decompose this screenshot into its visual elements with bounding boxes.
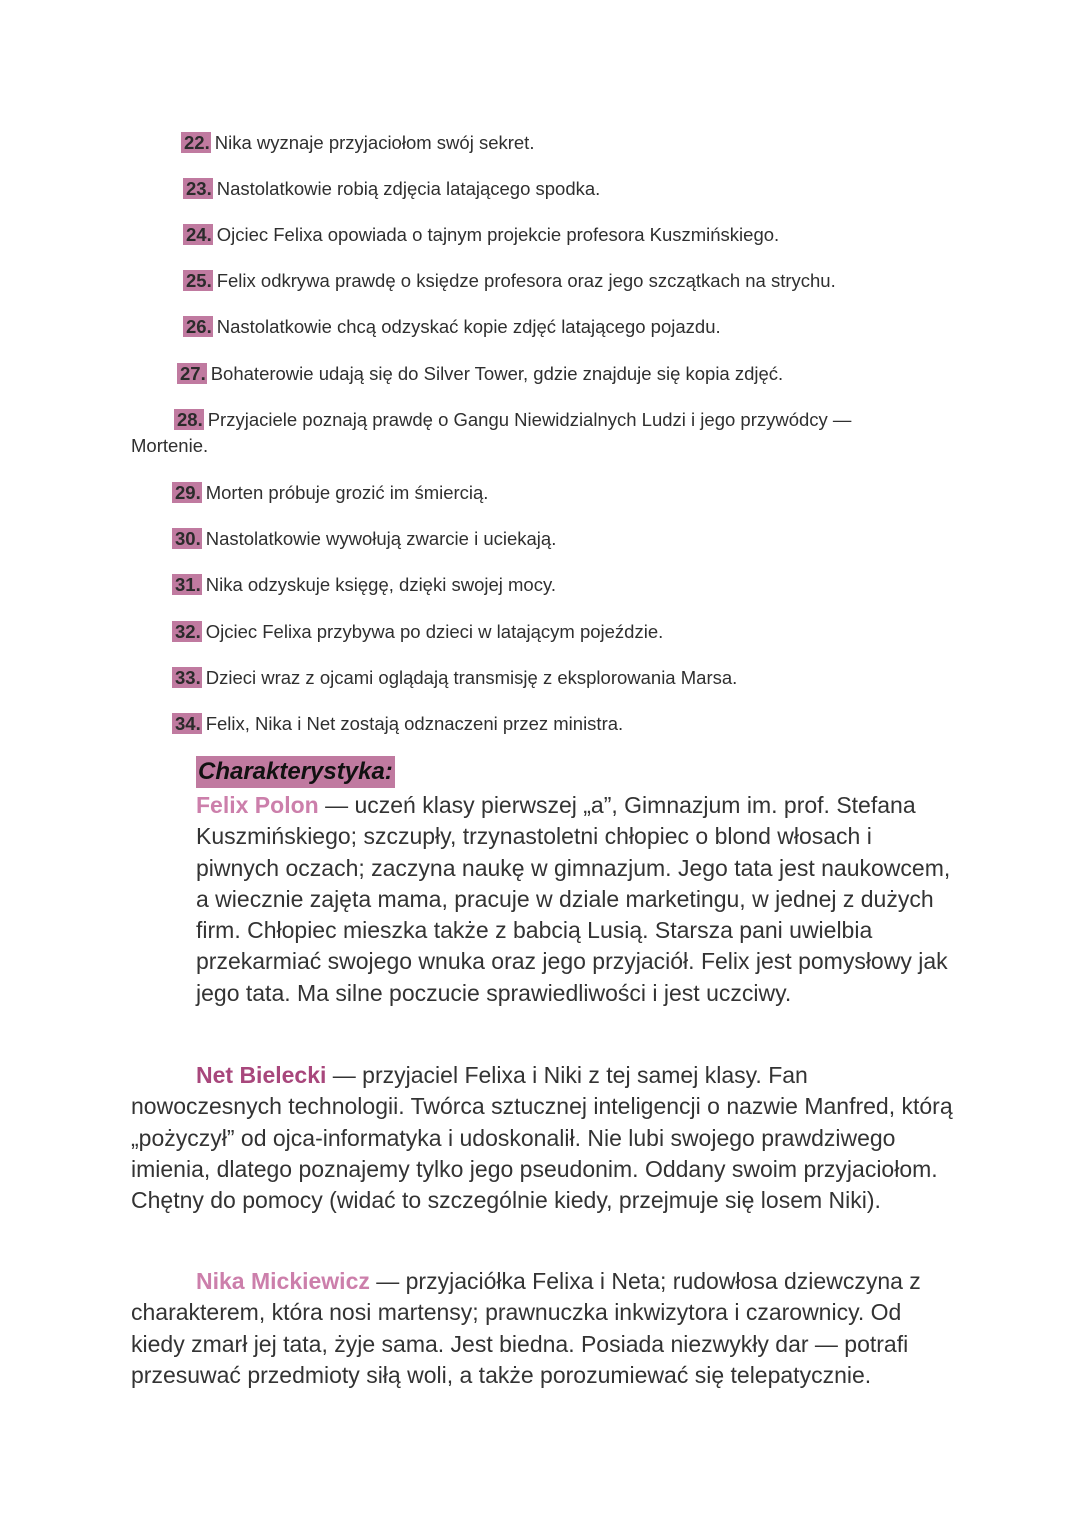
event-item-31 [172, 572, 556, 598]
event-item-24 [183, 222, 779, 248]
event-number: 32. [172, 621, 202, 642]
event-item-29 [172, 480, 488, 506]
event-text: Morten próbuje grozić im śmiercią. [205, 482, 489, 503]
event-item-25 [183, 268, 836, 294]
event-text: Bohaterowie udają się do Silver Tower, gdzie znajduje się kopia zdjęć. [210, 363, 784, 384]
event-item-22 [181, 130, 534, 156]
event-number: 24. [183, 224, 213, 245]
event-item-32 [172, 619, 663, 645]
event-number: 28. [174, 409, 204, 430]
event-text: Dzieci wraz z ojcami oglądają transmisję z eksplorowania Marsa. [205, 667, 738, 688]
event-number: 22. [181, 132, 211, 153]
event-number: 26. [183, 316, 213, 337]
event-text: Nastolatkowie wywołują zwarcie i uciekają. [205, 528, 557, 549]
character-description-felix: — uczeń klasy pierwszej „a”, Gimnazjum im. prof. Stefana Kuszmińskiego; szczupły, trzynastoletni chłopiec o blond włosach i piwnych oczach; zaczyna naukę w gimnazjum. Jego tata jest naukowcem, a wiecznie zajęta mama, pracuje w dziale marketingu, w jednej z dużych firm. Chłopiec mieszka także z babcią Lusią. Starsza pani uwielbia przekarmiać swojego wnuka oraz jego przyjaciół. Felix jest pomysłowy jak jego tata. Ma silne poczucie sprawiedliwości i jest uczciwy. [196, 792, 951, 1006]
event-item-30 [172, 526, 556, 552]
character-name-felix: Felix Polon [196, 792, 319, 818]
character-description-net: — przyjaciel Felixa i Niki z tej samej klasy. Fan nowoczesnych technologii. Twórca sztucznej inteligencji o nazwie Manfred, którą „pożyczył” od ojca-informatyka i udoskonalił. Nie lubi swojego prawdziwego imienia, dlatego poznajemy tylko jego pseudonim. Oddany swoim przyjaciołom. Chętny do pomocy (widać to szczególnie kiedy, przejmuje się losem Niki). [131, 1062, 953, 1214]
character-description-nika: — przyjaciółka Felixa i Neta; rudowłosa dziewczyna z charakterem, która nosi martensy; prawnuczka inkwizytora i czarownicy. Od kiedy zmarł jej tata, żyje sama. Jest biedna. Posiada niezwykły dar — potrafi przesuwać przedmioty siłą woli, a także porozumiewać się telepatycznie. [131, 1268, 921, 1388]
event-text: Nastolatkowie robią zdjęcia latającego spodka. [216, 178, 601, 199]
event-item-34 [172, 711, 623, 737]
character-name-nika: Nika Mickiewicz [196, 1268, 370, 1294]
event-number: 29. [172, 482, 202, 503]
character-nika [131, 1266, 961, 1391]
event-number: 30. [172, 528, 202, 549]
event-number: 25. [183, 270, 213, 291]
event-text: Nika odzyskuje księgę, dzięki swojej mocy. [205, 574, 556, 595]
event-item-28 [131, 407, 951, 459]
character-felix [196, 790, 956, 1009]
event-item-27 [177, 361, 783, 387]
event-text: Przyjaciele poznają prawdę o Gangu Niewidzialnych Ludzi i jego przywódcy — [207, 409, 852, 430]
event-number: 34. [172, 713, 202, 734]
event-text-continued: Mortenie. [131, 435, 209, 456]
event-text: Nika wyznaje przyjaciołom swój sekret. [214, 132, 535, 153]
event-text: Ojciec Felixa przybywa po dzieci w latającym pojeździe. [205, 621, 664, 642]
section-title-characteristics: Charakterystyka: [196, 756, 395, 788]
event-text: Ojciec Felixa opowiada o tajnym projekcie profesora Kuszmińskiego. [216, 224, 780, 245]
event-item-23 [183, 176, 600, 202]
event-number: 31. [172, 574, 202, 595]
character-net [131, 1060, 961, 1216]
event-text: Felix odkrywa prawdę o księdze profesora oraz jego szczątkach na strychu. [216, 270, 836, 291]
event-number: 27. [177, 363, 207, 384]
character-name-net: Net Bielecki [196, 1062, 327, 1088]
event-item-33 [172, 665, 737, 691]
event-text: Nastolatkowie chcą odzyskać kopie zdjęć latającego pojazdu. [216, 316, 721, 337]
event-number: 33. [172, 667, 202, 688]
event-number: 23. [183, 178, 213, 199]
event-item-26 [183, 314, 721, 340]
event-text: Felix, Nika i Net zostają odznaczeni przez ministra. [205, 713, 624, 734]
